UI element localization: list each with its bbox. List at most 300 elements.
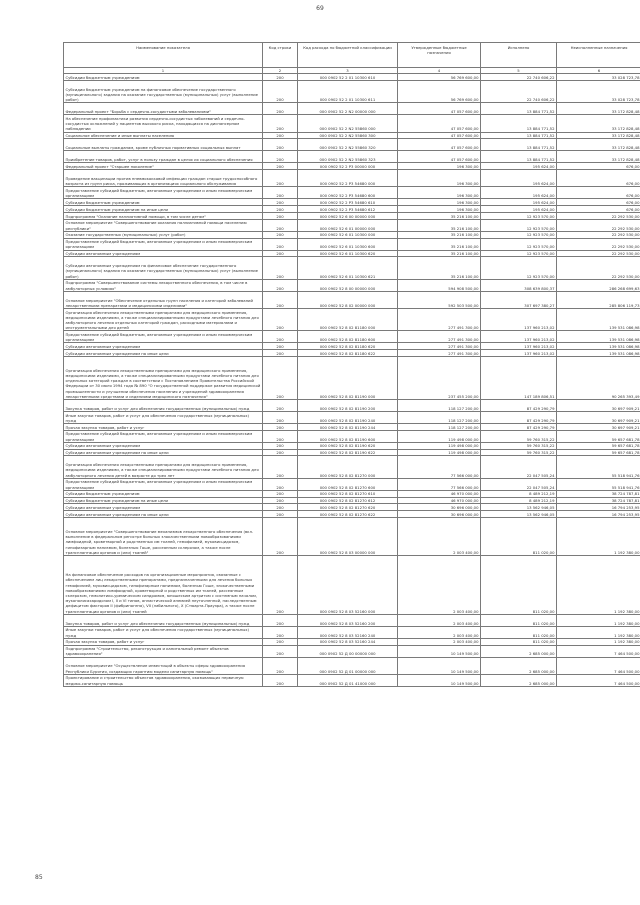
row-name: Предоставление субсидий бюджетным, автономным учреждениям и иным некоммерческим организациям bbox=[64, 238, 263, 250]
table-row bbox=[64, 424, 640, 431]
row-executed: 195 624,00 bbox=[481, 187, 557, 199]
table-row bbox=[64, 645, 640, 657]
row-code: 200 bbox=[263, 231, 298, 238]
row-unexecuted: 22 292 530,00 bbox=[557, 257, 640, 279]
row-kbk: 000 0902 52 8 02 81180 620 bbox=[298, 343, 398, 350]
column-header: Код расхода по бюджетной классификации bbox=[298, 43, 398, 68]
row-kbk: 000 0902 52 8 03 52160 244 bbox=[298, 638, 398, 645]
row-approved: 47 057 600,00 bbox=[398, 132, 481, 139]
row-executed: 12 923 570,00 bbox=[481, 257, 557, 279]
row-unexecuted: 676,00 bbox=[557, 187, 640, 199]
row-kbk: 000 0902 52 8 02 81270 600 bbox=[298, 478, 398, 490]
row-name: Основное мероприятие "Совершенствование механизмов лекарственного обеспечения (вкл. выполнение в федеральном регистре больных злокачественными новообразованиями лимфоидной, кроветворной и родственных им тканей, гемофилией, муковисцидозом, гипофизарным нанизмом, болезнью Гоше, рассеянным склерозом, а также после трансплантации органов и (или) тканей" bbox=[64, 518, 263, 556]
row-name: Субсидии автономным учреждениям на иные цели bbox=[64, 350, 263, 357]
row-code: 200 bbox=[263, 412, 298, 424]
row-unexecuted: 286 268 699,63 bbox=[557, 279, 640, 291]
table-row bbox=[64, 497, 640, 504]
row-approved: 35 216 100,00 bbox=[398, 257, 481, 279]
row-name: Субсидии бюджетным учреждениям bbox=[64, 74, 263, 81]
row-unexecuted: 55 518 941,76 bbox=[557, 456, 640, 478]
table-row bbox=[64, 238, 640, 250]
table-row bbox=[64, 343, 640, 350]
row-name: Субсидии бюджетным учреждениям на иные цели bbox=[64, 206, 263, 213]
table-row bbox=[64, 74, 640, 81]
row-kbk: 000 0902 52 8 02 81270 000 bbox=[298, 456, 398, 478]
column-number: 4 bbox=[398, 68, 481, 74]
table-body bbox=[64, 74, 640, 687]
column-header: Неисполненные назначения bbox=[557, 43, 640, 68]
row-kbk: 000 0902 52 Д 01 41000 000 bbox=[298, 674, 398, 686]
row-code: 200 bbox=[263, 645, 298, 657]
row-kbk: 000 0902 52 Д 01 00000 000 bbox=[298, 657, 398, 674]
row-unexecuted: 16 794 253,95 bbox=[557, 511, 640, 518]
row-executed: 307 697 380,27 bbox=[481, 291, 557, 308]
row-name: Субсидии автономным учреждениям bbox=[64, 442, 263, 449]
row-approved: 594 908 500,00 bbox=[398, 279, 481, 291]
row-executed: 811 020,00 bbox=[481, 626, 557, 638]
row-unexecuted: 676,00 bbox=[557, 199, 640, 206]
row-name: Предоставление субсидий бюджетным, автономным учреждениям и иным некоммерческим организациям bbox=[64, 478, 263, 490]
row-approved: 35 216 100,00 bbox=[398, 238, 481, 250]
row-executed: 308 639 800,37 bbox=[481, 279, 557, 291]
row-kbk: 000 0902 52 8 02 81190 240 bbox=[298, 412, 398, 424]
row-approved: 10 149 500,00 bbox=[398, 645, 481, 657]
row-name: Иные закупки товаров, работ и услуг для обеспечения государственных (муниципальных) нужд bbox=[64, 412, 263, 424]
row-kbk: 000 0902 52 2 01 10300 611 bbox=[298, 81, 398, 103]
row-code: 200 bbox=[263, 219, 298, 231]
row-executed: 12 923 570,00 bbox=[481, 212, 557, 219]
row-unexecuted: 7 464 500,00 bbox=[557, 674, 640, 686]
row-kbk: 000 0902 52 6 01 00000 000 bbox=[298, 219, 398, 231]
row-name: На финансовое обеспечение расходов на организационные мероприятия, связанные с обеспечением лиц лекарственными препаратами, предназначенными для лечения больных гемофилией, муковисцидозом, гипофизарным нанизмом, болезнью Гоше, злокачественными новообразованиями лимфоидной, кроветворной и родственных им тканей, рассеянным склерозом, гемолитико-уремическим синдромом, юношеским артритом с системным началом, мукополисахаридозом I, II и VI типов, апластической анемией неуточненной, наследственным дефицитом факторов II (фибриногена), VII (лабильного), X (Стюарта-Прауэра), а также после трансплантации органов и (или) тканей bbox=[64, 556, 263, 615]
row-executed: 8 489 212,19 bbox=[481, 497, 557, 504]
row-name: Проектирование и строительство объектов здравоохранения, оказывающих первичную медико-санитарную помощь bbox=[64, 674, 263, 686]
row-approved: 196 300,00 bbox=[398, 199, 481, 206]
table-row bbox=[64, 250, 640, 257]
column-number: 6 bbox=[557, 68, 640, 74]
table-row bbox=[64, 657, 640, 674]
table-row bbox=[64, 504, 640, 511]
table-row bbox=[64, 518, 640, 556]
column-number: 3 bbox=[298, 68, 398, 74]
row-code: 200 bbox=[263, 478, 298, 490]
row-approved: 237 455 200,00 bbox=[398, 356, 481, 399]
row-kbk: 000 0902 52 2 N2 00000 000 bbox=[298, 103, 398, 115]
row-name: Предоставление субсидий бюджетным, автономным учреждениям и иным некоммерческим организациям bbox=[64, 331, 263, 343]
row-kbk: 000 0902 52 8 02 81270 612 bbox=[298, 497, 398, 504]
table-row bbox=[64, 219, 640, 231]
row-approved: 77 566 000,00 bbox=[398, 456, 481, 478]
row-name: Подпрограмма "Совершенствование системы лекарственного обеспечения, в том числе в амбулаторных условиях" bbox=[64, 279, 263, 291]
table-row bbox=[64, 478, 640, 490]
row-unexecuted: 33 028 723,78 bbox=[557, 81, 640, 103]
row-code: 200 bbox=[263, 151, 298, 163]
table-row bbox=[64, 115, 640, 132]
row-unexecuted: 1 192 380,00 bbox=[557, 638, 640, 645]
row-code: 200 bbox=[263, 187, 298, 199]
row-name: Субсидии бюджетным учреждениям на финансовое обеспечение государственного (муниципального) задания на оказание государственных (муниципальных) услуг (выполнение работ) bbox=[64, 81, 263, 103]
row-code: 200 bbox=[263, 139, 298, 151]
row-code: 200 bbox=[263, 556, 298, 615]
row-approved: 119 498 000,00 bbox=[398, 430, 481, 442]
table-row bbox=[64, 430, 640, 442]
table-row bbox=[64, 556, 640, 615]
row-code: 200 bbox=[263, 674, 298, 686]
row-unexecuted: 139 531 086,98 bbox=[557, 331, 640, 343]
row-name: Организация обеспечения лекарственными препаратами для медицинского применения, медицинскими изделиями, а также специализированными продуктами лечебного питания для амбулаторного лечения детей в возрасте до трех лет bbox=[64, 456, 263, 478]
row-approved: 196 300,00 bbox=[398, 187, 481, 199]
row-approved: 196 300,00 bbox=[398, 170, 481, 187]
row-name: Субсидии автономным учреждениям bbox=[64, 250, 263, 257]
row-kbk: 000 0902 52 Д 00 00000 000 bbox=[298, 645, 398, 657]
row-kbk: 000 0902 52 8 02 81190 622 bbox=[298, 449, 398, 456]
table-row bbox=[64, 490, 640, 497]
table-row bbox=[64, 350, 640, 357]
row-approved: 47 057 600,00 bbox=[398, 103, 481, 115]
table-row bbox=[64, 163, 640, 170]
row-executed: 12 923 570,00 bbox=[481, 219, 557, 231]
row-executed: 13 884 771,52 bbox=[481, 103, 557, 115]
row-unexecuted: 38 724 787,81 bbox=[557, 497, 640, 504]
row-name: Организация обеспечения лекарственными препаратами для медицинского применения, медицинскими изделиями, а также специализированными продуктами лечебного питания для отдельных категорий граждан в соответствии с Постановлением Правительства Российской Федерации от 30 июля 1994 года № 890 "О государственной поддержке развития медицинской промышленности и улучшении обеспечения населения и учреждений здравоохранения лекарственными средствами и изделиями медицинского назначения" bbox=[64, 356, 263, 399]
row-name: Оказание государственных (муниципальных) услуг (работ) bbox=[64, 231, 263, 238]
row-code: 200 bbox=[263, 657, 298, 674]
page-number: 69 bbox=[316, 5, 324, 12]
row-executed: 2 685 000,00 bbox=[481, 657, 557, 674]
row-kbk: 000 0902 52 8 02 00000 000 bbox=[298, 291, 398, 308]
footer-number: 85 bbox=[35, 874, 43, 881]
row-executed: 59 760 315,22 bbox=[481, 430, 557, 442]
row-unexecuted: 676,00 bbox=[557, 206, 640, 213]
row-code: 200 bbox=[263, 518, 298, 556]
row-approved: 56 769 600,00 bbox=[398, 74, 481, 81]
row-kbk: 000 0902 52 8 03 52160 200 bbox=[298, 614, 398, 626]
row-kbk: 000 0902 52 8 03 00000 000 bbox=[298, 518, 398, 556]
row-code: 200 bbox=[263, 356, 298, 399]
row-executed: 87 429 290,79 bbox=[481, 424, 557, 431]
row-executed: 13 884 771,52 bbox=[481, 115, 557, 132]
column-header: Утвержденные бюджетные назначения bbox=[398, 43, 481, 68]
row-unexecuted: 33 028 723,78 bbox=[557, 74, 640, 81]
row-unexecuted: 22 292 530,00 bbox=[557, 219, 640, 231]
row-kbk: 000 0902 52 8 03 52160 240 bbox=[298, 626, 398, 638]
row-name: Прочая закупка товаров, работ и услуг bbox=[64, 424, 263, 431]
row-unexecuted: 139 531 086,98 bbox=[557, 350, 640, 357]
row-unexecuted: 22 292 530,00 bbox=[557, 212, 640, 219]
row-code: 200 bbox=[263, 206, 298, 213]
row-name: Организация обеспечения лекарственными препаратами для медицинского применения, медицинскими изделиями, а также специализированными продуктами лечебного питания для амбулаторного лечения отдельных категорий граждан, расходными материалами и инструментальными для детей bbox=[64, 308, 263, 330]
row-kbk: 000 0902 52 2 01 10300 610 bbox=[298, 74, 398, 81]
row-kbk: 000 0902 52 6 01 10300 600 bbox=[298, 238, 398, 250]
table-row bbox=[64, 456, 640, 478]
row-unexecuted: 1 192 380,00 bbox=[557, 626, 640, 638]
row-executed: 12 923 570,00 bbox=[481, 238, 557, 250]
row-name: Основное мероприятие "Совершенствование оказания паллиативной помощи населению республики" bbox=[64, 219, 263, 231]
row-executed: 195 624,00 bbox=[481, 163, 557, 170]
row-code: 200 bbox=[263, 614, 298, 626]
row-unexecuted: 22 292 530,00 bbox=[557, 231, 640, 238]
row-executed: 13 884 771,52 bbox=[481, 132, 557, 139]
row-approved: 35 216 100,00 bbox=[398, 250, 481, 257]
row-kbk: 000 0902 52 8 02 81270 620 bbox=[298, 504, 398, 511]
row-executed: 13 884 771,52 bbox=[481, 139, 557, 151]
row-name: Основное мероприятие "Обеспечение отдельных групп населения и категорий заболеваний лекарственными препаратами и медицинскими изделиями" bbox=[64, 291, 263, 308]
table-row bbox=[64, 151, 640, 163]
row-unexecuted: 7 464 500,00 bbox=[557, 657, 640, 674]
row-approved: 47 057 600,00 bbox=[398, 139, 481, 151]
row-code: 200 bbox=[263, 456, 298, 478]
row-code: 200 bbox=[263, 442, 298, 449]
row-unexecuted: 7 464 500,00 bbox=[557, 645, 640, 657]
row-code: 200 bbox=[263, 74, 298, 81]
table-row bbox=[64, 206, 640, 213]
table-row bbox=[64, 511, 640, 518]
table-row bbox=[64, 308, 640, 330]
row-name: Федеральный проект "Старшее поколение" bbox=[64, 163, 263, 170]
row-code: 200 bbox=[263, 238, 298, 250]
row-approved: 77 566 000,00 bbox=[398, 478, 481, 490]
row-code: 200 bbox=[263, 504, 298, 511]
row-approved: 196 300,00 bbox=[398, 206, 481, 213]
row-executed: 195 624,00 bbox=[481, 206, 557, 213]
row-code: 200 bbox=[263, 199, 298, 206]
row-name: Приобретение товаров, работ, услуг в пользу граждан в целях их социального обеспечения bbox=[64, 151, 263, 163]
row-code: 200 bbox=[263, 308, 298, 330]
row-code: 200 bbox=[263, 424, 298, 431]
row-name: Предоставление субсидий бюджетным, автономным учреждениям и иным некоммерческим организациям bbox=[64, 430, 263, 442]
row-name: Основное мероприятие "Осуществление инвестиций в объекты сферы здравоохранения Республики Бурятия, создающих гарантию модели санитарную помощь" bbox=[64, 657, 263, 674]
row-code: 200 bbox=[263, 331, 298, 343]
table-row bbox=[64, 331, 640, 343]
row-executed: 22 047 505,24 bbox=[481, 478, 557, 490]
row-name: Субсидии автономным учреждениям на иные цели bbox=[64, 449, 263, 456]
table-row bbox=[64, 212, 640, 219]
row-code: 200 bbox=[263, 115, 298, 132]
row-name: Закупка товаров, работ и услуг для обеспечения государственных (муниципальных) нужд bbox=[64, 400, 263, 412]
row-code: 200 bbox=[263, 132, 298, 139]
row-executed: 13 562 946,05 bbox=[481, 504, 557, 511]
row-unexecuted: 59 657 681,78 bbox=[557, 430, 640, 442]
column-number: 1 bbox=[64, 68, 263, 74]
row-kbk: 000 0902 52 8 03 52160 000 bbox=[298, 556, 398, 615]
row-executed: 137 960 213,02 bbox=[481, 343, 557, 350]
row-kbk: 000 0902 52 8 02 81270 610 bbox=[298, 490, 398, 497]
row-executed: 811 020,00 bbox=[481, 638, 557, 645]
row-name: Субсидии автономным учреждениям bbox=[64, 504, 263, 511]
row-kbk: 000 0902 52 2 P3 54680 610 bbox=[298, 199, 398, 206]
table-row bbox=[64, 356, 640, 399]
row-kbk: 000 0902 52 6 01 10300 620 bbox=[298, 250, 398, 257]
column-header: Код строки bbox=[263, 43, 298, 68]
row-unexecuted: 30 697 909,21 bbox=[557, 400, 640, 412]
row-code: 200 bbox=[263, 81, 298, 103]
row-code: 200 bbox=[263, 291, 298, 308]
row-approved: 277 491 300,00 bbox=[398, 350, 481, 357]
row-unexecuted: 33 172 828,48 bbox=[557, 139, 640, 151]
row-kbk: 000 0902 52 8 02 81190 600 bbox=[298, 430, 398, 442]
row-approved: 2 003 400,00 bbox=[398, 638, 481, 645]
row-kbk: 000 0902 52 8 02 81180 600 bbox=[298, 331, 398, 343]
row-kbk: 000 0902 52 8 02 81190 620 bbox=[298, 442, 398, 449]
row-approved: 35 216 100,00 bbox=[398, 212, 481, 219]
row-approved: 118 127 200,00 bbox=[398, 412, 481, 424]
row-executed: 13 884 771,52 bbox=[481, 151, 557, 163]
row-kbk: 000 0902 52 2 P3 54680 600 bbox=[298, 187, 398, 199]
table-row bbox=[64, 81, 640, 103]
row-executed: 13 562 946,05 bbox=[481, 511, 557, 518]
table-row bbox=[64, 279, 640, 291]
row-approved: 277 491 300,00 bbox=[398, 308, 481, 330]
row-approved: 2 003 400,00 bbox=[398, 556, 481, 615]
table-row bbox=[64, 449, 640, 456]
row-name: Подпрограмма "Строительство, реконструкция и капитальный ремонт объектов здравоохранения" bbox=[64, 645, 263, 657]
row-code: 200 bbox=[263, 279, 298, 291]
row-kbk: 000 0902 52 2 P3 54680 612 bbox=[298, 206, 398, 213]
row-code: 200 bbox=[263, 511, 298, 518]
row-executed: 22 740 606,22 bbox=[481, 74, 557, 81]
row-code: 200 bbox=[263, 343, 298, 350]
row-approved: 30 696 000,00 bbox=[398, 504, 481, 511]
row-approved: 119 498 000,00 bbox=[398, 442, 481, 449]
row-executed: 12 923 570,00 bbox=[481, 250, 557, 257]
row-unexecuted: 22 292 530,00 bbox=[557, 238, 640, 250]
row-unexecuted: 139 531 086,98 bbox=[557, 343, 640, 350]
row-executed: 2 685 000,00 bbox=[481, 645, 557, 657]
row-name: Субсидии автономным учреждениям bbox=[64, 343, 263, 350]
row-kbk: 000 0902 52 8 02 81180 000 bbox=[298, 308, 398, 330]
row-name: Субсидии бюджетным учреждениям bbox=[64, 490, 263, 497]
table-row bbox=[64, 170, 640, 187]
row-approved: 35 216 100,00 bbox=[398, 219, 481, 231]
row-kbk: 000 0902 52 6 01 10300 000 bbox=[298, 231, 398, 238]
table-row bbox=[64, 199, 640, 206]
row-kbk: 000 0902 52 8 02 81270 622 bbox=[298, 511, 398, 518]
row-code: 200 bbox=[263, 170, 298, 187]
row-approved: 277 491 300,00 bbox=[398, 343, 481, 350]
row-unexecuted: 22 292 530,00 bbox=[557, 250, 640, 257]
table-row bbox=[64, 139, 640, 151]
row-unexecuted: 59 657 681,78 bbox=[557, 442, 640, 449]
budget-execution-table bbox=[63, 42, 640, 687]
row-approved: 56 769 600,00 bbox=[398, 81, 481, 103]
row-unexecuted: 90 265 393,49 bbox=[557, 356, 640, 399]
row-executed: 137 960 213,02 bbox=[481, 308, 557, 330]
row-kbk: 000 0902 52 2 P3 00000 000 bbox=[298, 163, 398, 170]
row-executed: 87 429 290,79 bbox=[481, 412, 557, 424]
row-executed: 59 760 315,22 bbox=[481, 449, 557, 456]
row-code: 200 bbox=[263, 626, 298, 638]
row-unexecuted: 139 531 086,98 bbox=[557, 308, 640, 330]
row-executed: 811 020,00 bbox=[481, 614, 557, 626]
row-code: 200 bbox=[263, 430, 298, 442]
row-name: Субсидии бюджетным учреждениям на иные цели bbox=[64, 497, 263, 504]
row-approved: 2 003 400,00 bbox=[398, 626, 481, 638]
row-kbk: 000 0902 52 8 02 81190 200 bbox=[298, 400, 398, 412]
row-name: Подпрограмма "Оказание паллиативной помощи, в том числе детям" bbox=[64, 212, 263, 219]
row-kbk: 000 0902 52 6 00 00000 000 bbox=[298, 212, 398, 219]
table-row bbox=[64, 132, 640, 139]
row-approved: 30 696 000,00 bbox=[398, 511, 481, 518]
row-kbk: 000 0902 52 2 N2 55860 320 bbox=[298, 139, 398, 151]
row-name: Социальные выплаты гражданам, кроме публичных нормативных социальных выплат bbox=[64, 139, 263, 151]
table-row bbox=[64, 400, 640, 412]
column-number: 5 bbox=[481, 68, 557, 74]
row-kbk: 000 0902 52 2 P3 54680 000 bbox=[298, 170, 398, 187]
row-unexecuted: 30 697 909,21 bbox=[557, 424, 640, 431]
row-code: 200 bbox=[263, 638, 298, 645]
table-header-row bbox=[64, 43, 640, 68]
row-unexecuted: 1 192 380,00 bbox=[557, 614, 640, 626]
row-executed: 195 624,00 bbox=[481, 199, 557, 206]
table-row bbox=[64, 626, 640, 638]
row-code: 200 bbox=[263, 257, 298, 279]
row-approved: 119 498 000,00 bbox=[398, 449, 481, 456]
row-kbk: 000 0902 52 8 02 81190 000 bbox=[298, 356, 398, 399]
column-header: Исполнено bbox=[481, 43, 557, 68]
row-executed: 22 740 606,22 bbox=[481, 81, 557, 103]
table-row bbox=[64, 412, 640, 424]
row-name: Закупка товаров, работ и услуг для обеспечения государственных (муниципальных) нужд bbox=[64, 614, 263, 626]
row-approved: 47 057 600,00 bbox=[398, 151, 481, 163]
table-row bbox=[64, 674, 640, 686]
row-unexecuted: 676,00 bbox=[557, 163, 640, 170]
row-executed: 8 489 212,19 bbox=[481, 490, 557, 497]
row-unexecuted: 1 192 380,00 bbox=[557, 556, 640, 615]
row-executed: 811 020,00 bbox=[481, 556, 557, 615]
row-approved: 196 300,00 bbox=[398, 163, 481, 170]
column-header: Наименование показателя bbox=[64, 43, 263, 68]
row-code: 200 bbox=[263, 497, 298, 504]
row-name: Прочая закупка товаров, работ и услуг bbox=[64, 638, 263, 645]
row-approved: 2 003 400,00 bbox=[398, 518, 481, 556]
row-kbk: 000 0902 52 2 N2 55860 300 bbox=[298, 132, 398, 139]
row-name: На обеспечение профилактики развития сердечно-сосудистых заболеваний и сердечно-сосудистых осложнений у пациентов высокого риска, находящихся на диспансерном наблюдении bbox=[64, 115, 263, 132]
row-code: 200 bbox=[263, 103, 298, 115]
row-unexecuted: 33 172 828,48 bbox=[557, 132, 640, 139]
row-unexecuted: 38 724 787,81 bbox=[557, 490, 640, 497]
row-code: 200 bbox=[263, 400, 298, 412]
row-approved: 47 057 600,00 bbox=[398, 115, 481, 132]
row-kbk: 000 0902 52 8 02 81190 244 bbox=[298, 424, 398, 431]
row-executed: 22 047 505,24 bbox=[481, 456, 557, 478]
row-unexecuted: 33 172 828,48 bbox=[557, 103, 640, 115]
column-number: 2 bbox=[263, 68, 298, 74]
row-approved: 46 970 000,00 bbox=[398, 497, 481, 504]
row-unexecuted: 30 697 909,21 bbox=[557, 412, 640, 424]
row-name: Проведение вакцинации против пневмококковой инфекции граждан старше трудоспособного возраста из групп риска, проживающих в организациях социального обслуживания bbox=[64, 170, 263, 187]
row-kbk: 000 0902 52 8 02 81180 622 bbox=[298, 350, 398, 357]
row-unexecuted: 285 806 119,73 bbox=[557, 291, 640, 308]
row-unexecuted: 33 172 828,48 bbox=[557, 151, 640, 163]
row-unexecuted: 55 518 941,76 bbox=[557, 478, 640, 490]
row-executed: 59 760 315,22 bbox=[481, 442, 557, 449]
row-executed: 195 624,00 bbox=[481, 170, 557, 187]
row-approved: 10 149 500,00 bbox=[398, 674, 481, 686]
row-executed: 147 189 806,51 bbox=[481, 356, 557, 399]
row-name: Иные закупки товаров, работ и услуг для обеспечения государственных (муниципальных) нужд bbox=[64, 626, 263, 638]
row-name: Субсидии автономным учреждениям на финансовое обеспечение государственного (муниципального) задания на оказание государственных (муниципальных) услуг (выполнение работ) bbox=[64, 257, 263, 279]
table-row bbox=[64, 231, 640, 238]
row-name: Предоставление субсидий бюджетным, автономным учреждениям и иным некоммерческим организациям bbox=[64, 187, 263, 199]
table-row bbox=[64, 614, 640, 626]
table-row bbox=[64, 638, 640, 645]
row-unexecuted: 676,00 bbox=[557, 170, 640, 187]
table-row bbox=[64, 187, 640, 199]
row-kbk: 000 0902 52 8 00 00000 000 bbox=[298, 279, 398, 291]
row-kbk: 000 0902 52 2 N2 55860 323 bbox=[298, 151, 398, 163]
row-kbk: 000 0902 52 6 01 10300 621 bbox=[298, 257, 398, 279]
row-executed: 811 020,00 bbox=[481, 518, 557, 556]
